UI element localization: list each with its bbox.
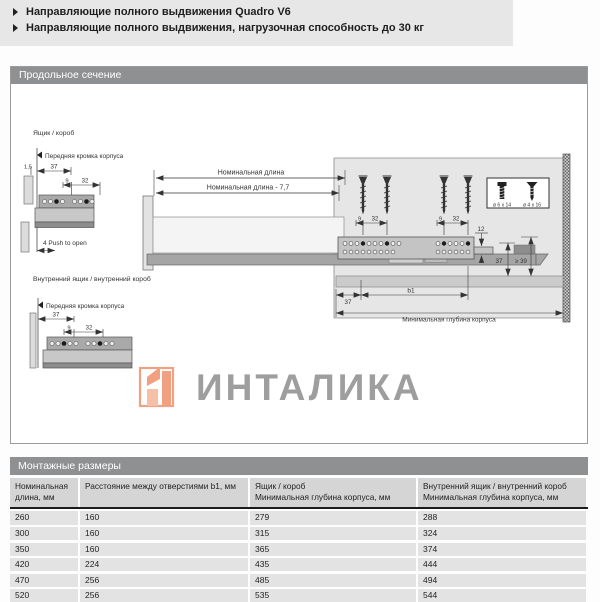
table-row [10, 558, 588, 571]
table-cell: 279 [250, 511, 416, 524]
dim-label-32: 32 [85, 325, 93, 332]
cabinet-bottom-panel [336, 276, 563, 287]
bullet-item-1 [13, 6, 291, 18]
label-front-edge: Передняя кромка корпуса [45, 153, 124, 160]
table-row [10, 527, 588, 540]
column-header-drawer-min-depth: Ящик / короб Минимальная глубина корпуса, мм [250, 478, 416, 507]
watermark-text: ИНТАЛИКА [196, 366, 423, 408]
table-row [10, 589, 588, 602]
column-header-inner-drawer-min-depth: Внутренний ящик / внутренний короб Минимальная глубина корпуса, мм [418, 478, 586, 507]
bullet-text-2: Направляющие полного выдвижения, нагрузочная способность до 30 кг [26, 22, 424, 34]
table-cell: 470 [10, 574, 78, 587]
table-row [10, 543, 588, 556]
dim-label-9: 9 [65, 178, 69, 185]
label-drawer-box: Ящик / короб [33, 130, 75, 137]
header-band [0, 0, 513, 46]
intalika-logo-icon [138, 362, 184, 412]
dim-label-37: 37 [495, 258, 503, 265]
table-cell: 485 [250, 574, 416, 587]
dim-label-32: 32 [81, 178, 89, 185]
column-header-hole-distance: Расстояние между отверстиями b1, мм [80, 478, 248, 507]
table-cell: 315 [250, 527, 416, 540]
table-cell: 520 [10, 589, 78, 602]
mini-drawing-inner-box [30, 275, 151, 368]
screw-size-label-2: ø 4 x 16 [522, 202, 542, 209]
table-header-row [10, 478, 588, 509]
table-cell: 256 [80, 574, 248, 587]
table-cell: 544 [418, 589, 586, 602]
table-cell: 350 [10, 543, 78, 556]
section-title-drawing: Продольное сечение [11, 67, 587, 84]
bullet-item-2 [13, 22, 424, 34]
dim-label-ge39: ≥ 39 [515, 259, 527, 265]
table-cell: 260 [10, 511, 78, 524]
nominal-length-dims [154, 170, 345, 202]
table-cell: 494 [418, 574, 586, 587]
table-cell: 324 [418, 527, 586, 540]
table-cell: 288 [418, 511, 586, 524]
dim-label-32: 32 [452, 216, 460, 223]
screw-size-label-1: ø 6 x 14 [492, 202, 512, 209]
dim-label-nominal-length: Номинальная длина [217, 169, 285, 177]
table-cell: 535 [250, 589, 416, 602]
dim-label-1-5: 1,5 [23, 164, 33, 171]
table-cell: 444 [418, 558, 586, 571]
dim-label-32: 32 [371, 216, 379, 223]
column-header-nominal-length: Номинальная длина, мм [10, 478, 78, 507]
table-cell: 435 [250, 558, 416, 571]
bullet-triangle-icon [13, 8, 18, 16]
table-rows [10, 511, 588, 602]
table-row [10, 511, 588, 524]
dim-label-12: 12 [477, 226, 485, 233]
screw-spec-box [487, 178, 549, 209]
dim-label-9: 9 [357, 216, 362, 223]
dim-label-b1: b1 [407, 287, 415, 295]
table-cell: 160 [80, 511, 248, 524]
table-cell: 420 [10, 558, 78, 571]
table-cell: 365 [250, 543, 416, 556]
dim-label-37: 37 [344, 299, 352, 306]
front-edge-marker-icon [37, 152, 42, 159]
section-title-table: Монтажные размеры [10, 457, 588, 475]
front-edge-marker-icon [38, 302, 43, 309]
dim-label-nominal-length-minus: Номинальная длина - 7,7 [206, 184, 290, 192]
drawer-body [153, 217, 344, 253]
mini-drawing-drawer-box [21, 129, 124, 252]
watermark-logo [138, 356, 478, 418]
table-row [10, 574, 588, 587]
dim-label-min-depth: Минимальная глубина корпуса [402, 316, 496, 324]
table-cell: 374 [418, 543, 586, 556]
table-cell: 160 [80, 527, 248, 540]
bullet-triangle-icon [13, 24, 18, 32]
dim-label-37: 37 [50, 163, 58, 171]
table-cell: 224 [80, 558, 248, 571]
dim-label-9: 9 [438, 216, 443, 223]
cabinet-rail [338, 237, 493, 259]
bullet-text-1: Направляющие полного выдвижения Quadro V6 [26, 6, 291, 18]
dim-label-9: 9 [67, 325, 71, 332]
label-front-edge: Передняя кромка корпуса [46, 303, 125, 310]
table-cell: 300 [10, 527, 78, 540]
dim-label-37: 37 [52, 311, 60, 319]
cabinet-back-wall-hatch [563, 154, 570, 322]
table-cell: 256 [80, 589, 248, 602]
label-push-to-open: 4 Push to open [43, 240, 87, 247]
mounting-dimensions-table [10, 478, 588, 602]
label-inner-box: Внутренний ящик / внутренний короб [33, 276, 151, 283]
table-cell: 160 [80, 543, 248, 556]
